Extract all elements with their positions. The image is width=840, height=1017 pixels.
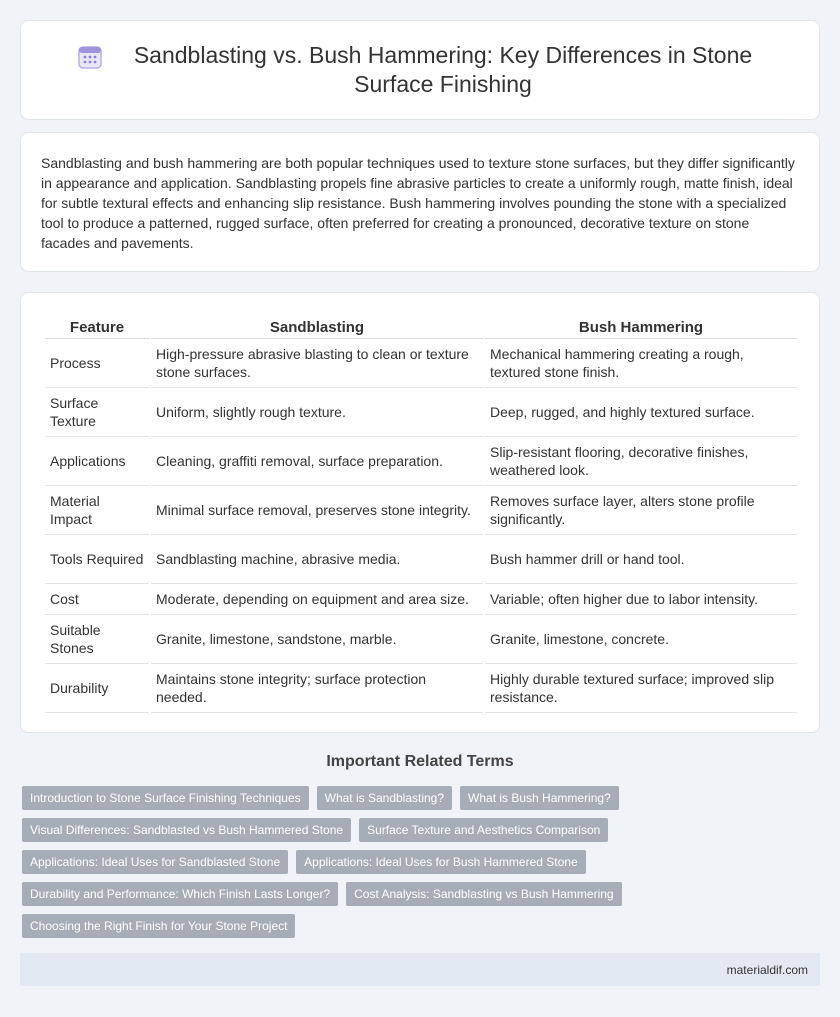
column-header-feature: Feature [45,315,149,339]
calendar-icon [77,44,103,70]
sandblasting-cell: Cleaning, graffiti removal, surface preparation. [151,437,483,486]
feature-cell: Cost [45,584,149,615]
table-row [45,615,797,664]
bush-hammering-cell: Mechanical hammering creating a rough, textured stone finish. [485,339,797,388]
footer-site-link[interactable]: materialdif.com [726,962,808,977]
sandblasting-cell: Maintains stone integrity; surface protection needed. [151,664,483,713]
bush-hammering-cell: Slip-resistant flooring, decorative finishes, weathered look. [485,437,797,486]
bush-hammering-cell: Granite, limestone, concrete. [485,615,797,664]
feature-cell: Process [45,339,149,388]
related-term-tag[interactable]: Surface Texture and Aesthetics Comparison [359,818,608,842]
intro-paragraph: Sandblasting and bush hammering are both popular techniques used to texture stone surfaces, but they differ significantly in appearance and application. Sandblasting propels fine abrasive particles to create a uniformly rough, matte finish, ideal for subtle textural effects and enhancing slip resistance. Bush hammering involves pounding the stone with a specialized tool to produce a patterned, rugged surface, often preferred for creating a pronounced, decorative texture on stone facades and pavements. [41,155,795,251]
footer [20,953,820,986]
sandblasting-cell: Minimal surface removal, preserves stone integrity. [151,486,483,535]
feature-cell: Durability [45,664,149,713]
bush-hammering-cell: Variable; often higher due to labor intensity. [485,584,797,615]
bush-hammering-cell: Deep, rugged, and highly textured surface. [485,388,797,437]
related-term-tag[interactable]: What is Bush Hammering? [460,786,619,810]
related-term-tag[interactable]: Introduction to Stone Surface Finishing Techniques [22,786,309,810]
related-term-tag[interactable]: Applications: Ideal Uses for Bush Hammered Stone [296,850,585,874]
sandblasting-cell: Moderate, depending on equipment and area size. [151,584,483,615]
table-header-row [45,315,797,339]
feature-cell: Material Impact [45,486,149,535]
feature-cell: Tools Required [45,535,149,584]
table-row [45,486,797,535]
sandblasting-cell: Uniform, slightly rough texture. [151,388,483,437]
table-row [45,388,797,437]
page-title: Sandblasting vs. Bush Hammering: Key Differences in Stone Surface Finishing [133,42,753,97]
related-term-tag[interactable]: Cost Analysis: Sandblasting vs Bush Hammering [346,882,621,906]
table-row [45,664,797,713]
bush-hammering-cell: Highly durable textured surface; improved slip resistance. [485,664,797,713]
table-row [45,437,797,486]
comparison-card [20,292,820,733]
intro-card [20,132,820,272]
feature-cell: Applications [45,437,149,486]
sandblasting-cell: High-pressure abrasive blasting to clean or texture stone surfaces. [151,339,483,388]
sandblasting-cell: Sandblasting machine, abrasive media. [151,535,483,584]
comparison-table [43,315,799,713]
related-terms-list [22,786,632,938]
table-row [45,584,797,615]
feature-cell: Surface Texture [45,388,149,437]
related-terms-heading: Important Related Terms [326,753,514,770]
related-term-tag[interactable]: Durability and Performance: Which Finish Lasts Longer? [22,882,338,906]
feature-cell: Suitable Stones [45,615,149,664]
bush-hammering-cell: Removes surface layer, alters stone profile significantly. [485,486,797,535]
related-term-tag[interactable]: Applications: Ideal Uses for Sandblasted Stone [22,850,288,874]
sandblasting-cell: Granite, limestone, sandstone, marble. [151,615,483,664]
related-term-tag[interactable]: What is Sandblasting? [317,786,452,810]
related-term-tag[interactable]: Visual Differences: Sandblasted vs Bush Hammered Stone [22,818,351,842]
table-row [45,339,797,388]
table-row [45,535,797,584]
header-card [20,20,820,120]
bush-hammering-cell: Bush hammer drill or hand tool. [485,535,797,584]
column-header-sandblasting: Sandblasting [151,315,483,339]
related-term-tag[interactable]: Choosing the Right Finish for Your Stone Project [22,914,295,938]
column-header-bush-hammering: Bush Hammering [485,315,797,339]
